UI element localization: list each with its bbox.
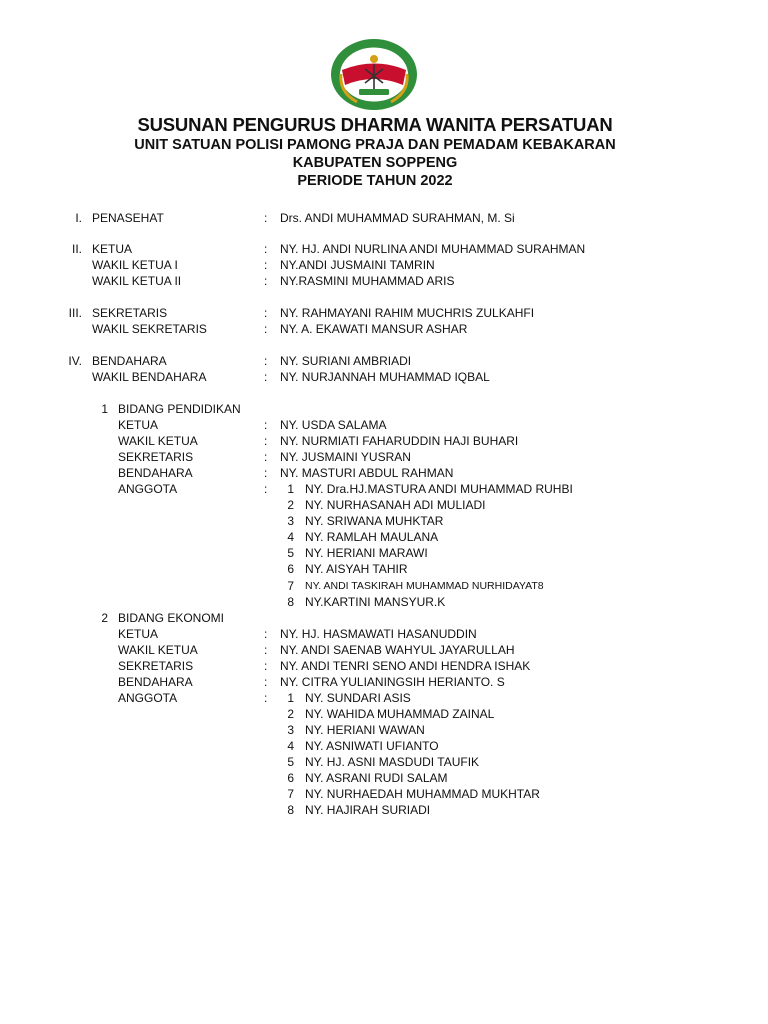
- member-number: 2: [287, 707, 294, 721]
- member-name: NY. ASNIWATI UFIANTO: [305, 739, 439, 753]
- member-name: NY. RAMLAH MAULANA: [305, 530, 439, 544]
- position-label: WAKIL KETUA I: [92, 258, 178, 272]
- member-row: [0, 561, 768, 577]
- member-name: NY. HAJIRAH SURIADI: [305, 803, 431, 817]
- member-name: NY. USDA SALAMA: [280, 418, 387, 432]
- member-name: NY. HJ. ANDI NURLINA ANDI MUHAMMAD SURAHMAN: [280, 242, 586, 256]
- separator: :: [264, 322, 268, 336]
- member-name: NY. NURHASANAH ADI MULIADI: [305, 498, 486, 512]
- member-name: NY. ANDI TASKIRAH MUHAMMAD NURHIDAYAT8: [305, 580, 544, 592]
- member-row: [0, 529, 768, 545]
- member-row: [0, 481, 768, 497]
- member-name: NY. WAHIDA MUHAMMAD ZAINAL: [305, 707, 495, 721]
- bidang-title: BIDANG EKONOMI: [118, 611, 225, 625]
- member-name: NY.ANDI JUSMAINI TAMRIN: [280, 258, 435, 272]
- period-subtitle: PERIODE TAHUN 2022: [297, 173, 453, 189]
- bidang-number: 2: [101, 611, 108, 625]
- roster-row: [0, 353, 768, 369]
- member-name: NY. JUSMAINI YUSRAN: [280, 450, 411, 464]
- position-label: KETUA: [118, 418, 159, 432]
- member-name: NY.KARTINI MANSYUR.K: [305, 595, 446, 609]
- member-row: [0, 545, 768, 561]
- roster-row: [0, 257, 768, 273]
- separator: :: [264, 242, 268, 256]
- member-row: [0, 578, 768, 594]
- member-name: NY. ANDI TENRI SENO ANDI HENDRA ISHAK: [280, 659, 531, 673]
- regency-subtitle: KABUPATEN SOPPENG: [292, 155, 458, 171]
- member-name: NY. A. EKAWATI MANSUR ASHAR: [280, 322, 468, 336]
- member-row: [0, 497, 768, 513]
- member-number: 6: [287, 771, 294, 785]
- roster-row: [0, 642, 768, 658]
- member-name: NY. CITRA YULIANINGSIH HERIANTO. S: [280, 675, 505, 689]
- roster-row: [0, 417, 768, 433]
- member-number: 5: [287, 755, 294, 769]
- bidang-title: BIDANG PENDIDIKAN: [118, 402, 241, 416]
- member-number: 2: [287, 498, 294, 512]
- separator: :: [264, 659, 268, 673]
- separator: :: [264, 306, 268, 320]
- position-label: BENDAHARA: [118, 466, 193, 480]
- position-label: SEKRETARIS: [118, 659, 194, 673]
- separator: :: [264, 258, 268, 272]
- roster-row: [0, 369, 768, 385]
- separator: :: [264, 418, 268, 432]
- member-name: NY. RAHMAYANI RAHIM MUCHRIS ZULKAHFI: [280, 306, 535, 320]
- members-label: ANGGOTA: [118, 691, 178, 705]
- section-numeral: IV.: [68, 354, 82, 368]
- position-label: BENDAHARA: [118, 675, 193, 689]
- separator: :: [264, 482, 268, 496]
- member-name: Drs. ANDI MUHAMMAD SURAHMAN, M. Si: [280, 211, 515, 225]
- member-number: 3: [287, 723, 294, 737]
- roster-row: [0, 465, 768, 481]
- section-numeral: III.: [68, 306, 82, 320]
- separator: :: [264, 434, 268, 448]
- position-label: WAKIL SEKRETARIS: [92, 322, 207, 336]
- member-name: NY. NURJANNAH MUHAMMAD IQBAL: [280, 370, 490, 384]
- member-row: [0, 786, 768, 802]
- separator: :: [264, 370, 268, 384]
- roster-row: [0, 305, 768, 321]
- member-number: 4: [287, 739, 294, 753]
- member-number: 1: [287, 482, 294, 496]
- position-label: WAKIL KETUA: [118, 643, 198, 657]
- member-name: NY. SURIANI AMBRIADI: [280, 354, 412, 368]
- position-label: PENASEHAT: [92, 211, 164, 225]
- section-numeral: II.: [71, 242, 82, 256]
- position-label: SEKRETARIS: [118, 450, 194, 464]
- member-row: [0, 690, 768, 706]
- member-number: 8: [287, 803, 294, 817]
- separator: :: [264, 466, 268, 480]
- bidang-number: 1: [101, 402, 108, 416]
- member-name: NY. AISYAH TAHIR: [305, 562, 408, 576]
- roster-row: [0, 321, 768, 337]
- member-name: NY. HJ. ASNI MASDUDI TAUFIK: [305, 755, 480, 769]
- member-name: NY. ASRANI RUDI SALAM: [305, 771, 448, 785]
- member-number: 8: [287, 595, 294, 609]
- separator: :: [264, 274, 268, 288]
- member-name: NY. NURHAEDAH MUHAMMAD MUKHTAR: [305, 787, 540, 801]
- separator: :: [264, 354, 268, 368]
- position-label: BENDAHARA: [92, 354, 167, 368]
- member-row: [0, 738, 768, 754]
- member-name: NY. SUNDARI ASIS: [305, 691, 411, 705]
- separator: :: [264, 450, 268, 464]
- roster-row: [0, 658, 768, 674]
- position-label: KETUA: [118, 627, 159, 641]
- unit-subtitle: UNIT SATUAN POLISI PAMONG PRAJA DAN PEMADAM KEBAKARAN: [134, 137, 616, 153]
- roster-row: [0, 273, 768, 289]
- member-number: 6: [287, 562, 294, 576]
- position-label: SEKRETARIS: [92, 306, 168, 320]
- member-row: [0, 706, 768, 722]
- separator: :: [264, 643, 268, 657]
- bidang-heading: [0, 401, 768, 417]
- member-number: 1: [287, 691, 294, 705]
- member-row: [0, 754, 768, 770]
- roster-row: [0, 210, 768, 226]
- roster-row: [0, 674, 768, 690]
- roster-row: [0, 626, 768, 642]
- separator: :: [264, 675, 268, 689]
- member-row: [0, 802, 768, 818]
- member-name: NY. ANDI SAENAB WAHYUL JAYARULLAH: [280, 643, 515, 657]
- member-name: NY. NURMIATI FAHARUDDIN HAJI BUHARI: [280, 434, 519, 448]
- separator: :: [264, 211, 268, 225]
- separator: :: [264, 627, 268, 641]
- member-row: [0, 594, 768, 610]
- bidang-heading: [0, 610, 768, 626]
- members-label: ANGGOTA: [118, 482, 178, 496]
- position-label: WAKIL KETUA II: [92, 274, 182, 288]
- position-label: WAKIL BENDAHARA: [92, 370, 207, 384]
- section-numeral: I.: [75, 211, 82, 225]
- member-name: NY. Dra.HJ.MASTURA ANDI MUHAMMAD RUHBI: [305, 482, 573, 496]
- member-name: NY. HJ. HASMAWATI HASANUDDIN: [280, 627, 477, 641]
- member-name: NY. HERIANI MARAWI: [305, 546, 428, 560]
- member-number: 7: [287, 787, 294, 801]
- member-number: 3: [287, 514, 294, 528]
- separator: :: [264, 691, 268, 705]
- member-number: 7: [287, 579, 294, 593]
- roster-row: [0, 433, 768, 449]
- member-row: [0, 722, 768, 738]
- member-row: [0, 513, 768, 529]
- page-title: SUSUNAN PENGURUS DHARMA WANITA PERSATUAN: [137, 114, 613, 135]
- position-label: KETUA: [92, 242, 133, 256]
- member-row: [0, 770, 768, 786]
- position-label: WAKIL KETUA: [118, 434, 198, 448]
- member-name: NY.RASMINI MUHAMMAD ARIS: [280, 274, 455, 288]
- member-number: 5: [287, 546, 294, 560]
- member-name: NY. HERIANI WAWAN: [305, 723, 425, 737]
- member-number: 4: [287, 530, 294, 544]
- member-name: NY. SRIWANA MUHKTAR: [305, 514, 444, 528]
- roster-row: [0, 241, 768, 257]
- roster-row: [0, 449, 768, 465]
- member-name: NY. MASTURI ABDUL RAHMAN: [280, 466, 454, 480]
